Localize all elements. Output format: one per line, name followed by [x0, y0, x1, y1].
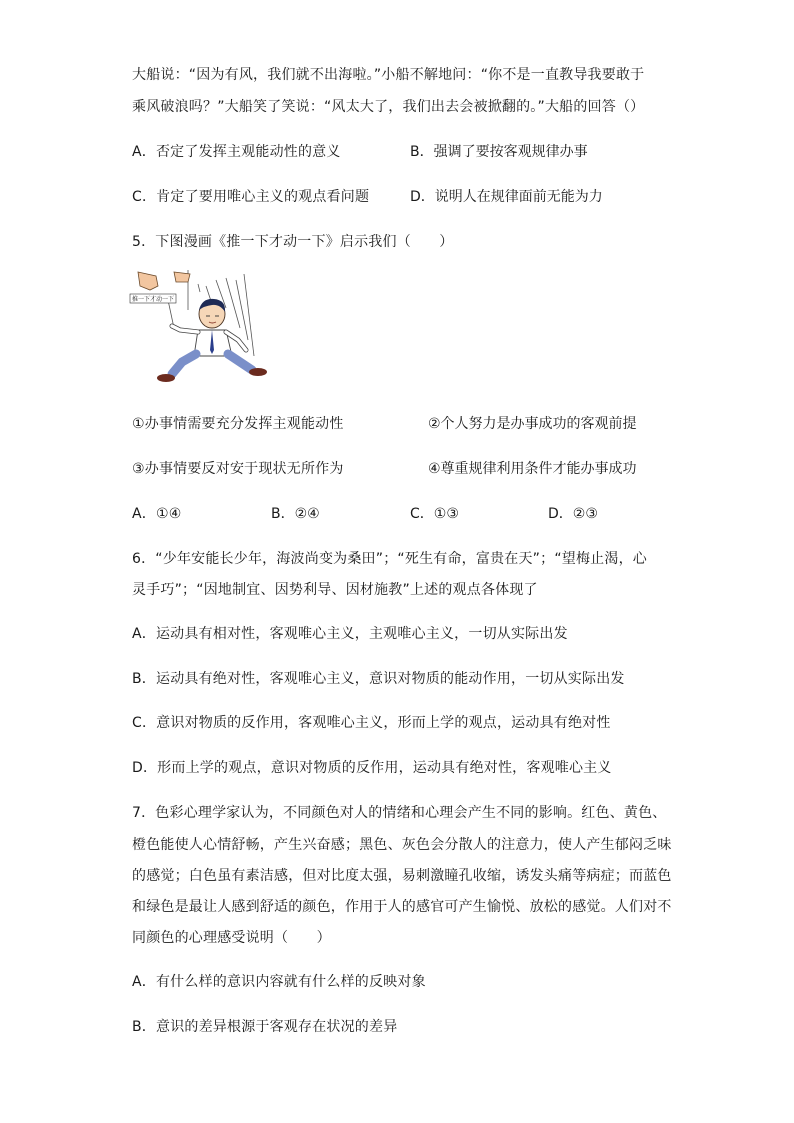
q5-option-d: D．②③ — [548, 506, 598, 522]
q7-stem-line-5: 同颜色的心理感受说明（ ） — [132, 930, 331, 946]
q5-statement-3: ③办事情要反对安于现状无所作为 — [132, 461, 344, 477]
q7-option-a: A．有什么样的意识内容就有什么样的反映对象 — [132, 974, 426, 990]
q5-statement-4: ④尊重规律利用条件才能办事成功 — [428, 461, 637, 477]
passage-line-2: 乘风破浪吗？”大船笑了笑说：“风太大了，我们出去会被掀翻的。”大船的回答（） — [132, 99, 645, 115]
q7-stem-line-2: 橙色能使人心情舒畅，产生兴奋感；黑色、灰色会分散人的注意力，使人产生郁闷乏味 — [132, 837, 672, 853]
cartoon-caption: 推一下才动一下 — [131, 296, 175, 303]
q7-stem-line-4: 和绿色是最让人感到舒适的颜色，作用于人的感官可产生愉悦、放松的感觉。人们对不 — [132, 899, 672, 915]
q4-option-d: D．说明人在规律面前无能为力 — [410, 189, 603, 205]
q5-statement-1: ①办事情需要充分发挥主观能动性 — [132, 416, 344, 432]
q7-stem-line-1: 7．色彩心理学家认为，不同颜色对人的情绪和心理会产生不同的影响。红色、黄色、 — [132, 805, 667, 821]
puppet-cartoon-image — [128, 270, 268, 388]
q7-stem-line-3: 的感觉；白色虽有素洁感，但对比度太强，易刺激瞳孔收缩，诱发头痛等病症；而蓝色 — [132, 868, 672, 884]
q5-stem: 5．下图漫画《推一下才动一下》启示我们（ ） — [132, 234, 454, 250]
q5-option-c: C．①③ — [410, 506, 459, 522]
q6-stem-line-1: 6．“少年安能长少年，海波尚变为桑田”；“死生有命，富贵在天”；“望梅止渴，心 — [132, 551, 647, 567]
q6-option-b: B．运动具有绝对性，客观唯心主义，意识对物质的能动作用，一切从实际出发 — [132, 671, 625, 687]
q4-option-a: A．否定了发挥主观能动性的意义 — [132, 144, 341, 160]
q6-option-a: A．运动具有相对性，客观唯心主义，主观唯心主义，一切从实际出发 — [132, 626, 568, 642]
q5-statement-2: ②个人努力是办事成功的客观前提 — [428, 416, 637, 432]
passage-line-1: 大船说：“因为有风，我们就不出海啦。”小船不解地问：“你不是一直教导我要敢于 — [132, 67, 645, 83]
q4-option-c: C．肯定了要用唯心主义的观点看问题 — [132, 189, 370, 205]
q5-option-a: A．①④ — [132, 506, 182, 522]
q5-option-b: B．②④ — [271, 506, 320, 522]
q6-stem-line-2: 灵手巧”；“因地制宜、因势利导、因材施教”上述的观点各体现了 — [132, 582, 538, 598]
q6-option-d: D．形而上学的观点，意识对物质的反作用，运动具有绝对性，客观唯心主义 — [132, 760, 612, 776]
q6-option-c: C．意识对物质的反作用，客观唯心主义，形而上学的观点，运动具有绝对性 — [132, 715, 611, 731]
q7-option-b: B．意识的差异根源于客观存在状况的差异 — [132, 1019, 398, 1035]
q4-option-b: B．强调了要按客观规律办事 — [410, 144, 588, 160]
